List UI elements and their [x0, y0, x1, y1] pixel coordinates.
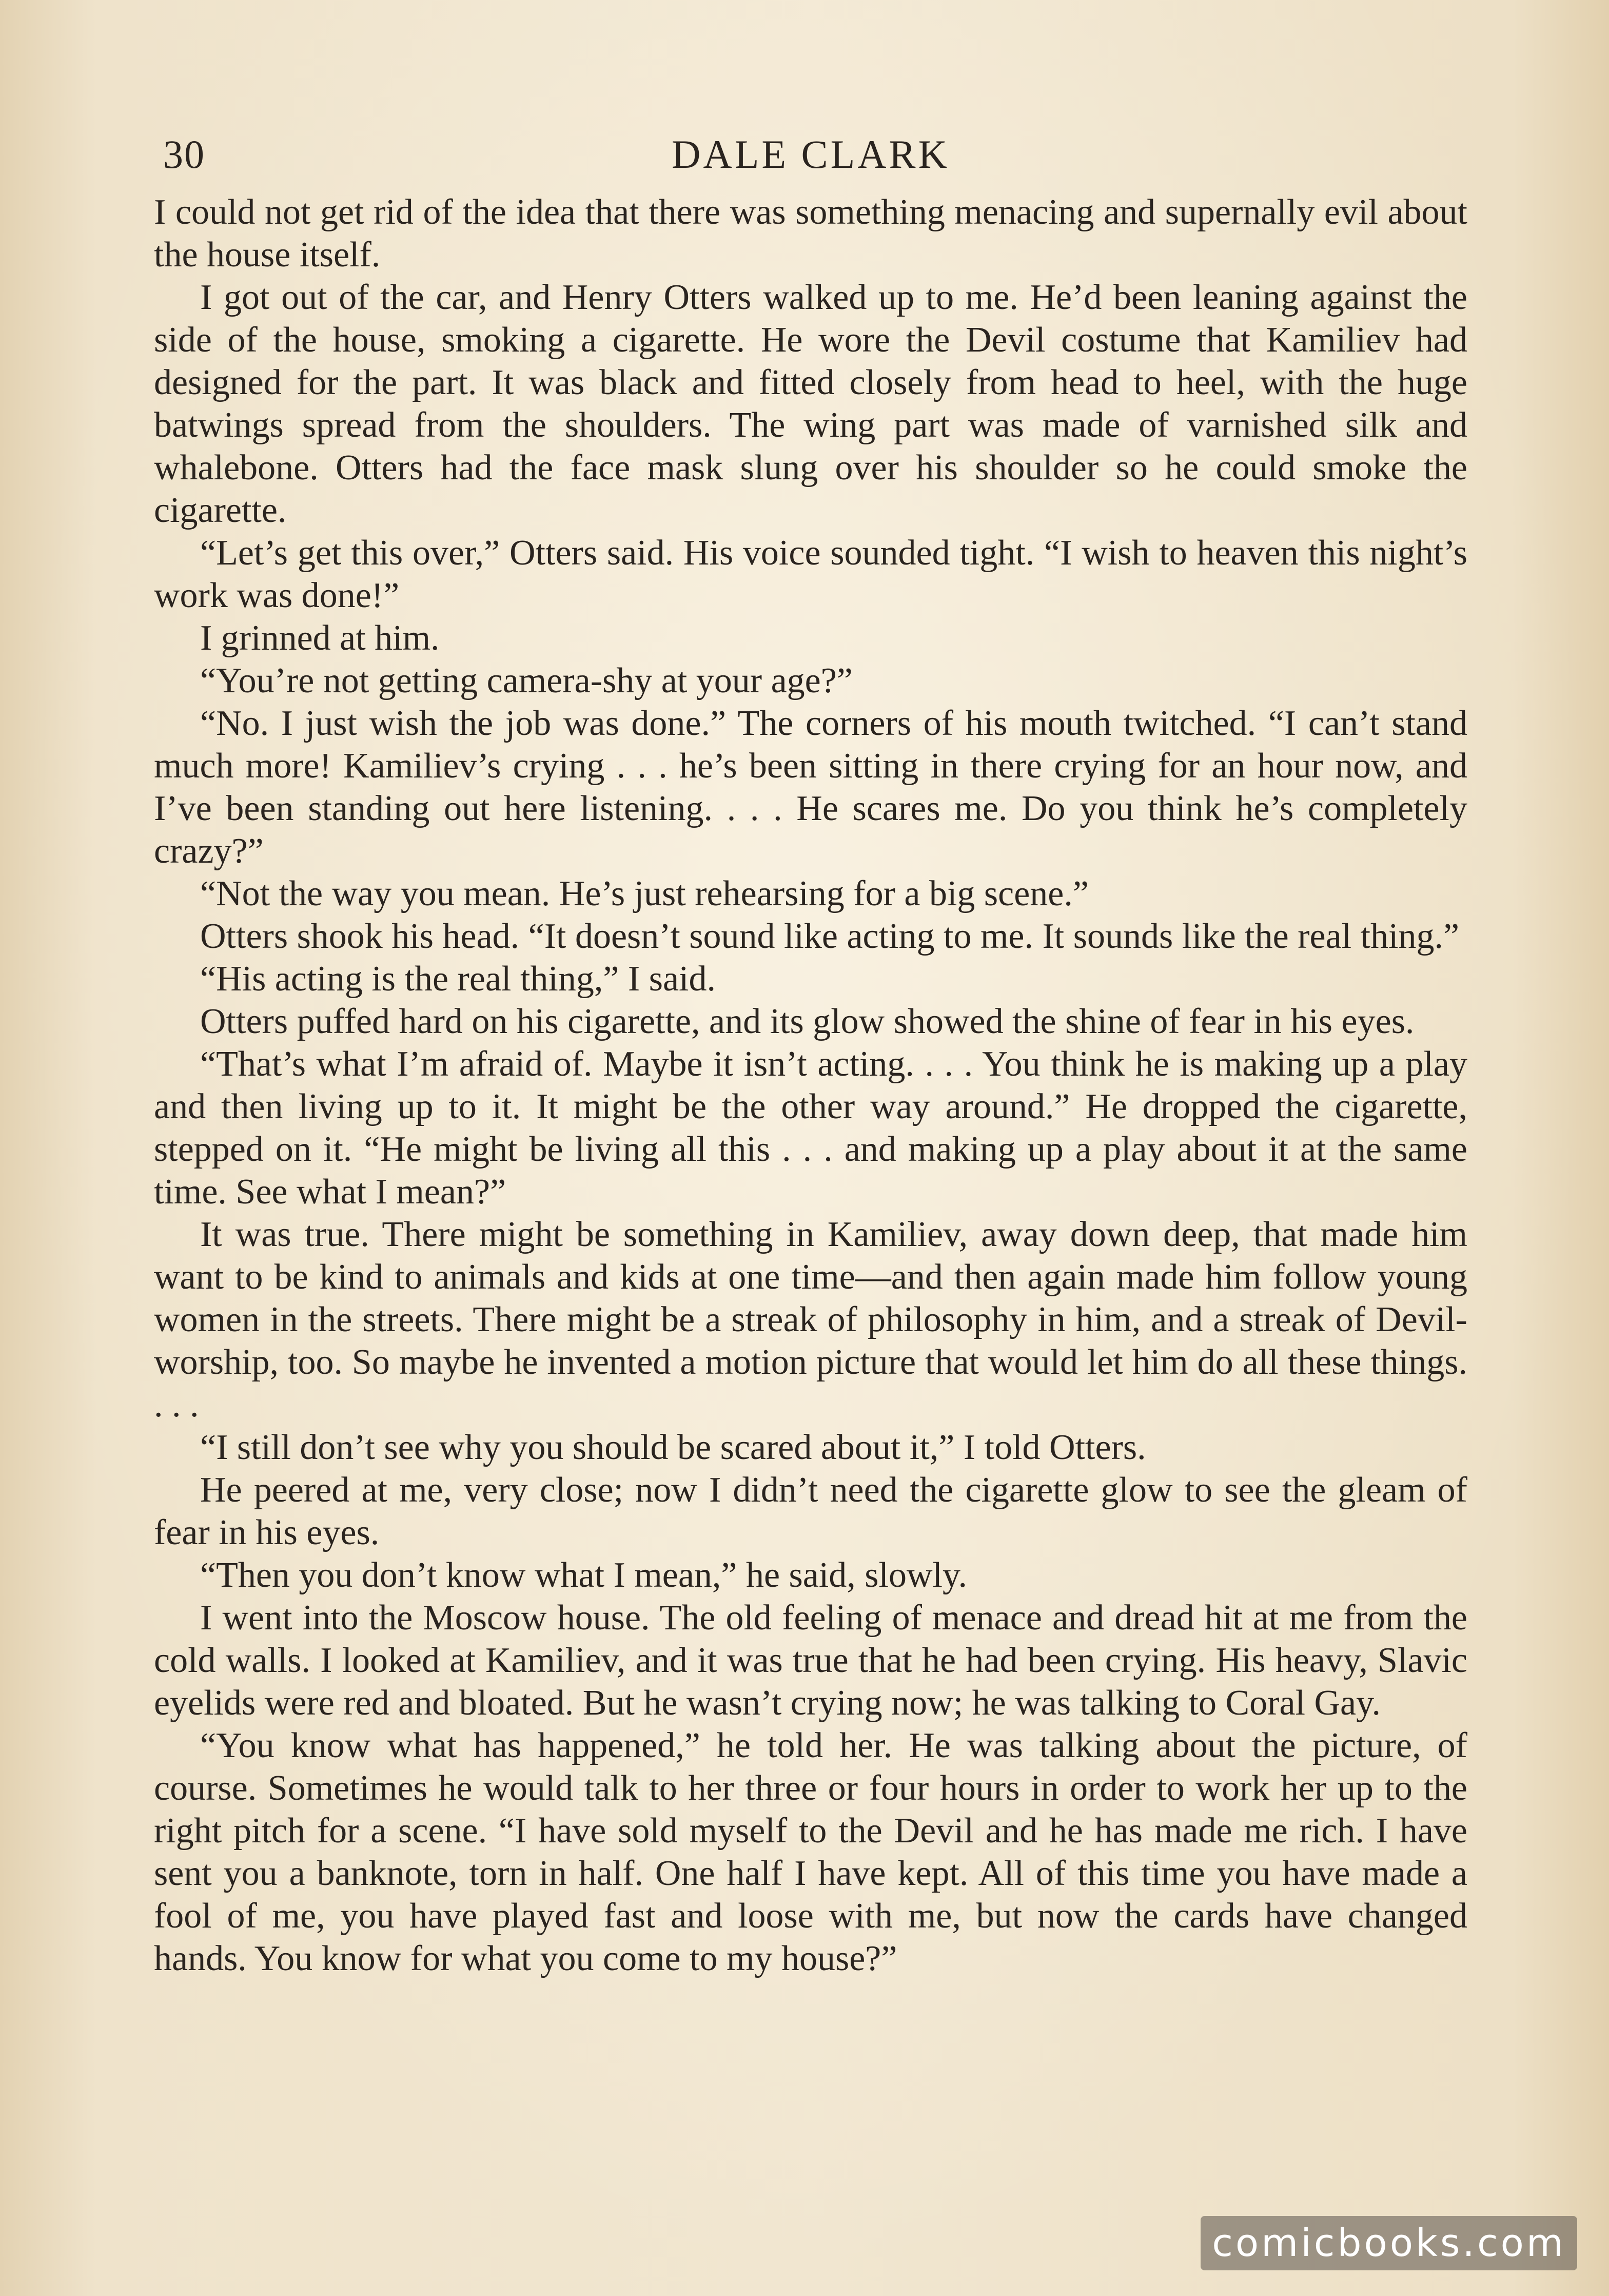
running-head-author: DALE CLARK — [672, 132, 950, 177]
paragraph: “That’s what I’m afraid of. Maybe it isn’t acting. . . . You think he is making up a play and then living up to it. It might be the other way around.” He dropped the cigarette, stepped on it. “He might be living all this . . . and making up a play about it at the same time. See what I mean?” — [154, 1044, 1467, 1212]
paragraph: I could not get rid of the idea that there was something menacing and supernally evil about the house itself. — [154, 192, 1467, 275]
paragraph: “Then you don’t know what I mean,” he said, slowly. — [200, 1555, 967, 1595]
paragraph: I went into the Moscow house. The old feeling of menace and dread hit at me from the cold walls. I looked at Kamiliev, and it was true that he had been crying. His heavy, Slavic eyelids were red and bloated. But he wasn’t crying now; he was talking to Coral Gay. — [154, 1598, 1467, 1723]
paragraph: “I still don’t see why you should be scared about it,” I told Otters. — [200, 1428, 1146, 1467]
paragraph: “You know what has happened,” he told her. He was talking about the picture, of course. Sometimes he would talk to her three or four hours in order to work her up to the right pitch for a scene. “I have sold myself to the Devil and he has made me rich. I have sent you a banknote, torn in half. One half I have kept. All of this time you have made a fool of me, you have played fast and loose with me, but now the cards have changed hands. You know for what you come to my house?” — [154, 1726, 1467, 1978]
paragraph: “Let’s get this over,” Otters said. His voice sounded tight. “I wish to heaven this night’s work was done!” — [154, 533, 1467, 615]
paragraph: Otters shook his head. “It doesn’t sound like acting to me. It sounds like the real thing.” — [200, 917, 1460, 956]
page-number: 30 — [163, 132, 205, 177]
page-header — [154, 128, 1467, 185]
body-text — [154, 191, 1467, 1980]
paragraph: I grinned at him. — [200, 618, 440, 658]
paragraph: It was true. There might be something in Kamiliev, away down deep, that made him want to be kind to animals and kids at one time—and then again made him follow young women in the streets. There might be a streak of philosophy in him, and a streak of Devil-worship, too. So maybe he invented a motion picture that would let him do all these things. . . . — [154, 1215, 1467, 1425]
paragraph: I got out of the car, and Henry Otters walked up to me. He’d been leaning against the side of the house, smoking a cigarette. He wore the Devil costume that Kamiliev had designed for the part. It was black and fitted closely from head to heel, with the huge batwings spread from the shoulders. The wing part was made of varnished silk and whalebone. Otters had the face mask slung over his shoulder so he could smoke the cigarette. — [154, 278, 1467, 530]
paragraph: “No. I just wish the job was done.” The corners of his mouth twitched. “I can’t stand much more! Kamiliev’s crying . . . he’s been sitting in there crying for an hour now, and I’ve been standing out here listening. . . . He scares me. Do you think he’s completely crazy?” — [154, 704, 1467, 871]
watermark: comicbooks.com — [1201, 2216, 1577, 2270]
paragraph: Otters puffed hard on his cigarette, and its glow showed the shine of fear in his eyes. — [200, 1002, 1415, 1041]
paragraph: He peered at me, very close; now I didn’t need the cigarette glow to see the gleam of fear in his eyes. — [154, 1470, 1467, 1552]
paragraph: “His acting is the real thing,” I said. — [200, 959, 716, 999]
paragraph: “You’re not getting camera-shy at your age?” — [200, 661, 853, 701]
paragraph: “Not the way you mean. He’s just rehearsing for a big scene.” — [200, 874, 1089, 913]
